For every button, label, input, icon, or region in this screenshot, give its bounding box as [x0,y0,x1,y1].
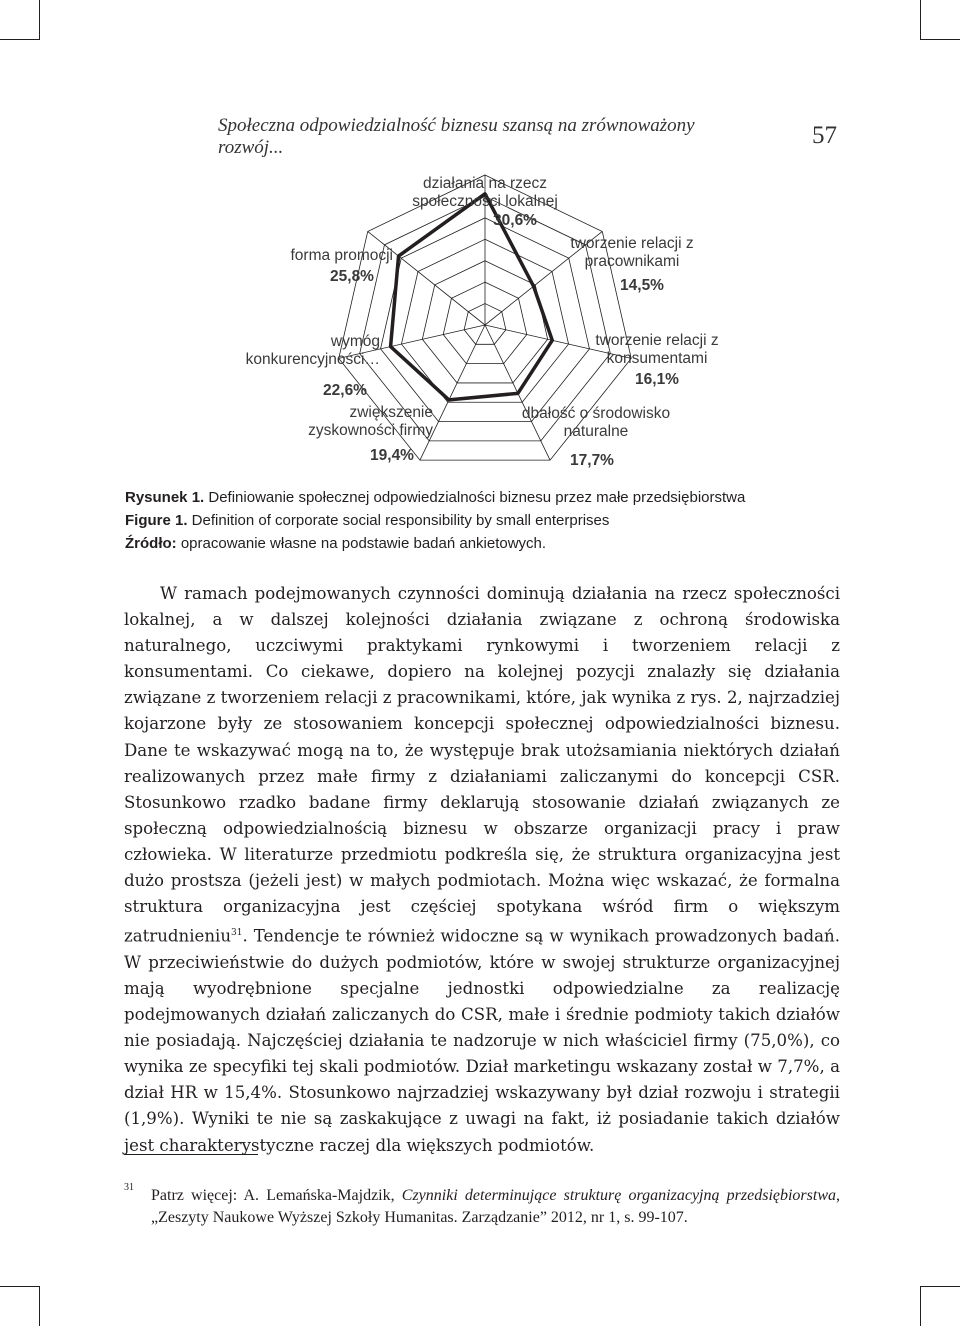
data-label: 25,8% [330,268,374,285]
axis-label: naturalne [563,423,629,440]
footnote-text [151,1185,840,1229]
axis-label: forma promocji [290,247,393,264]
radar-chart [240,165,720,475]
data-label: 30,6% [493,212,537,229]
data-label: 17,7% [570,452,614,469]
footnote-suffix: , „Zeszyty Naukowe Wyższej Szkoły Humanitas. Zarządzanie” 2012, nr 1, s. 99-107. [151,1187,840,1226]
data-label: 14,5% [620,277,664,294]
source-text: opracowanie własne na podstawie badań ankietowych. [176,535,547,552]
source-label: Źródło: [125,535,177,552]
caption-text: Definiowanie społecznej odpowiedzialności biznesu przez małe przedsiębiorstwa [204,489,746,506]
radar-spoke [368,231,485,325]
caption-label: Figure 1. [125,512,188,529]
footnote-number: 31 [124,1182,134,1193]
data-label: 19,4% [370,447,414,464]
crop-mark [39,1286,40,1326]
axis-label: zwiększenie [349,404,433,421]
crop-mark [920,39,960,40]
footnote-title: Czynniki determinujące strukturę organizacyjną przedsiębiorstwa [401,1187,836,1204]
footnote-prefix: Patrz więcej: A. Lemańska-Majdzik, [151,1187,402,1204]
paragraph-text: . Tendencje te również widoczne są w wynikach prowadzonych badań. W przeciwieństwie do dużych podmiotów, które w swojej strukturze organizacyjnej mają wyodrębnione specjalne jednostki odpowiedzialne za realizację podejmowanych działań zaliczanych do CSR, małe i średnie podmioty takich działów nie posiadają. Najczęściej działania te nadzoruje w nich właściciel firmy (75,0%), co wynika ze specyfiki tej skali podmiotów. Dział marketingu wskazany został w 7,7%, a dział HR w 15,4%. Stosunkowo najrzadziej wskazywany był dział rozwoju i strategii (1,9%). Wyniki te nie są zaskakujące z uwagi na fakt, iż posiadanie takich działów jest charakterystyczne raczej dla większych podmiotów. [124,926,840,1155]
axis-label: społeczności lokalnej [412,193,558,210]
crop-mark [0,1286,40,1287]
figure-caption-pl [125,489,745,506]
crop-mark [920,1286,960,1287]
axis-label: pracownikami [584,253,680,270]
axis-label: tworzenie relacji z [595,332,719,349]
axis-label: wymóg [330,333,380,350]
footnote-separator [124,1154,258,1155]
paragraph [124,581,840,1159]
radar-spoke [420,325,485,460]
axis-label: działania na rzecz [422,175,548,192]
caption-label: Rysunek 1. [125,489,205,506]
footnote-reference[interactable]: 31 [231,928,243,939]
figure-caption-en [125,512,609,529]
crop-mark [920,1286,921,1326]
axis-label: zyskowności firmy [308,422,433,439]
page-number: 57 [812,122,837,149]
body-text [124,581,840,1159]
crop-mark [39,0,40,40]
caption-text: Definition of corporate social responsibility by small enterprises [187,512,610,529]
paragraph-text: W ramach podejmowanych czynności dominują działania na rzecz społeczności lokalnej, a w dalszej kolejności działania związane z ochroną środowiska naturalnego, uczciwymi praktykami rynkowymi i tworzeniem relacji z konsumentami. Co ciekawe, dopiero na kolejnej pozycji znalazły się działania związane z tworzeniem relacji z pracownikami, które, jak wynika z rys. 2, najrzadziej kojarzone były ze stosowaniem koncepcji społecznej odpowiedzialności biznesu. Dane te wskazywać mogą na to, że występuje brak utożsamiania niektórych działań realizowanych przez małe firmy z działaniami zaliczanymi do koncepcji CSR. Stosunkowo rzadko badane firmy deklarują stosowanie działań związanych ze społeczną odpowiedzialnością biznesu w obszarze organizacji pracy i praw człowieka. W literaturze przedmiotu podkreśla się, że struktura organizacyjna jest dużo prostsza (jeżeli jest) w małych podmiotach. Można więc wskazać, że formalna struktura organizacyjna jest częściej spotykana wśród firm o większym zatrudnieniu [124,584,840,946]
axis-label: konkurencyjności… [245,351,380,368]
footnote [124,1182,840,1229]
axis-label: konsumentami [606,350,708,367]
running-header: Społeczna odpowiedzialność biznesu szansą na zrównoważony rozwój... [218,115,695,158]
axis-label: tworzenie relacji z [570,235,694,252]
crop-mark [0,39,40,40]
data-label: 22,6% [323,382,367,399]
axis-label: dbałość o środowisko [521,405,671,422]
data-label: 16,1% [635,371,679,388]
crop-mark [920,0,921,40]
figure-source [125,535,546,552]
